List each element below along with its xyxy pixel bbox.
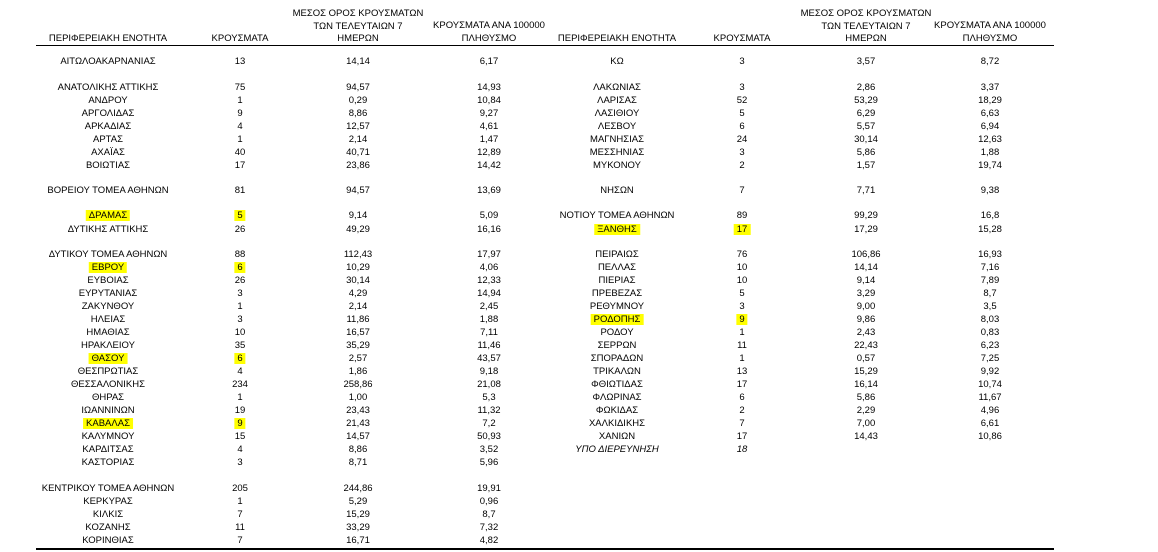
avg7-value: 7,00 [856, 418, 876, 429]
region-name: ΑΡΚΑΔΙΑΣ [84, 121, 132, 132]
avg7-value: 15,29 [346, 509, 370, 520]
cases-value: 88 [234, 249, 246, 260]
avg7-value: 53,29 [854, 95, 878, 106]
avg7-value: 2,43 [856, 327, 876, 338]
cases-value: 9 [234, 418, 245, 430]
cases-value: 35 [234, 340, 246, 351]
avg7-value: 16,14 [854, 379, 878, 390]
per100k-value: 7,2 [482, 418, 496, 429]
cases-value: 3 [237, 457, 243, 468]
cases-value: 26 [234, 224, 246, 235]
cases-value: 24 [736, 134, 748, 145]
avg7-value: 99,29 [854, 210, 878, 221]
per100k-value: 7,89 [980, 275, 1000, 286]
avg7-value: 17,29 [854, 224, 878, 235]
region-name: ΥΠΟ ΔΙΕΡΕΥΝΗΣΗ [575, 444, 659, 455]
per100k-value: 10,74 [978, 379, 1002, 390]
region-name: ΛΕΣΒΟΥ [597, 121, 637, 132]
cases-value: 3 [237, 314, 243, 325]
header-region-right: ΠΕΡΙΦΕΡΕΙΑΚΗ ΕΝΟΤΗΤΑ [557, 33, 677, 44]
avg7-value: 4,29 [348, 288, 368, 299]
avg7-value: 23,43 [346, 405, 370, 416]
per100k-value: 3,52 [479, 444, 499, 455]
per100k-value: 13,69 [477, 185, 501, 196]
per100k-value: 8,7 [983, 288, 997, 299]
cases-value: 205 [232, 483, 248, 494]
region-name: ΖΑΚΥΝΘΟΥ [81, 301, 135, 312]
per100k-value: 5,09 [479, 210, 499, 221]
per100k-value: 7,25 [980, 353, 1000, 364]
region-name: ΑΡΤΑΣ [93, 134, 123, 145]
cases-value: 52 [736, 95, 748, 106]
avg7-value: 8,71 [348, 457, 368, 468]
region-name: ΦΘΙΩΤΙΔΑΣ [591, 379, 643, 390]
avg7-value: 1,86 [348, 366, 368, 377]
cases-value: 1 [237, 496, 243, 507]
region-name: ΚΩ [610, 56, 624, 67]
avg7-value: 30,14 [346, 275, 370, 286]
region-name: ΒΟΙΩΤΙΑΣ [85, 160, 131, 171]
header-per100k-right: ΚΡΟΥΣΜΑΤΑ ΑΝΑ 100000 ΠΛΗΘΥΣΜΟ [934, 20, 1046, 44]
cases-value: 3 [739, 56, 745, 67]
per100k-value: 16,16 [477, 224, 501, 235]
per100k-value: 7,16 [980, 262, 1000, 273]
avg7-value: 9,86 [856, 314, 876, 325]
avg7-value: 3,57 [856, 56, 876, 67]
per100k-value: 9,27 [479, 108, 499, 119]
avg7-value: 11,86 [346, 314, 370, 325]
avg7-value: 2,57 [348, 353, 368, 364]
cases-value: 6 [234, 353, 245, 365]
region-name: ΗΛΕΙΑΣ [90, 314, 126, 325]
avg7-value: 244,86 [343, 483, 373, 494]
avg7-value: 12,57 [346, 121, 370, 132]
region-name: ΕΒΡΟΥ [89, 262, 127, 274]
header-region-left: ΠΕΡΙΦΕΡΕΙΑΚΗ ΕΝΟΤΗΤΑ [48, 33, 168, 44]
avg7-value: 5,29 [348, 496, 368, 507]
avg7-value: 33,29 [346, 522, 370, 533]
cases-value: 40 [234, 147, 246, 158]
avg7-value: 258,86 [343, 379, 373, 390]
cases-value: 7 [237, 535, 243, 546]
region-name: ΚΑΒΑΛΑΣ [83, 418, 133, 430]
region-name: ΘΕΣΠΡΩΤΙΑΣ [77, 366, 139, 377]
per100k-value: 7,11 [480, 327, 498, 338]
avg7-value: 5,86 [856, 392, 876, 403]
region-name: ΑΝΑΤΟΛΙΚΗΣ ΑΤΤΙΚΗΣ [57, 82, 159, 93]
avg7-value: 10,29 [346, 262, 370, 273]
avg7-value: 2,86 [856, 82, 876, 93]
per100k-value: 12,89 [477, 147, 501, 158]
cases-value: 1 [739, 353, 745, 364]
region-name: ΡΕΘΥΜΝΟΥ [589, 301, 645, 312]
avg7-value: 2,29 [856, 405, 876, 416]
cases-value: 6 [739, 392, 745, 403]
avg7-value: 94,57 [346, 185, 370, 196]
per100k-value: 3,37 [980, 82, 1000, 93]
per100k-value: 6,23 [980, 340, 1000, 351]
per100k-value: 4,61 [479, 121, 499, 132]
cases-value: 26 [234, 275, 246, 286]
per100k-value: 16,93 [978, 249, 1002, 260]
cases-value: 5 [739, 288, 745, 299]
per100k-value: 1,47 [479, 134, 499, 145]
per100k-value: 8,7 [482, 509, 496, 520]
cases-value: 2 [739, 405, 745, 416]
region-name: ΗΡΑΚΛΕΙΟΥ [81, 340, 135, 351]
avg7-value: 49,29 [346, 224, 370, 235]
avg7-value: 2,14 [348, 134, 368, 145]
per100k-value: 50,93 [477, 431, 501, 442]
region-name: ΞΑΝΘΗΣ [594, 224, 640, 236]
cases-value: 234 [232, 379, 248, 390]
avg7-value: 0,57 [856, 353, 876, 364]
region-name: ΚΕΡΚΥΡΑΣ [83, 496, 133, 507]
region-name: ΜΑΓΝΗΣΙΑΣ [590, 134, 644, 145]
region-name: ΔΡΑΜΑΣ [86, 210, 130, 222]
region-name: ΕΥΡΥΤΑΝΙΑΣ [78, 288, 138, 299]
cases-value: 7 [739, 185, 745, 196]
region-name: ΜΕΣΣΗΝΙΑΣ [589, 147, 645, 158]
avg7-value: 9,14 [856, 275, 876, 286]
per100k-value: 17,97 [477, 249, 501, 260]
per100k-value: 7,32 [479, 522, 499, 533]
footer-rule [36, 548, 1054, 550]
avg7-value: 14,14 [346, 56, 370, 67]
avg7-value: 16,71 [346, 535, 370, 546]
cases-value: 15 [234, 431, 246, 442]
region-name: ΠΕΛΛΑΣ [597, 262, 637, 273]
avg7-value: 112,43 [343, 249, 373, 260]
avg7-value: 9,00 [856, 301, 876, 312]
per100k-value: 9,92 [980, 366, 1000, 377]
avg7-value: 0,29 [348, 95, 368, 106]
per100k-value: 18,29 [978, 95, 1002, 106]
per100k-value: 14,94 [477, 288, 501, 299]
region-name: ΕΥΒΟΙΑΣ [87, 275, 129, 286]
cases-value: 10 [736, 262, 748, 273]
per100k-value: 8,72 [980, 56, 1000, 67]
per100k-value: 1,88 [479, 314, 499, 325]
cases-value: 7 [237, 509, 243, 520]
header-per100k-left: ΚΡΟΥΣΜΑΤΑ ΑΝΑ 100000 ΠΛΗΘΥΣΜΟ [433, 20, 545, 44]
region-name: ΦΛΩΡΙΝΑΣ [592, 392, 642, 403]
region-name: ΣΕΡΡΩΝ [597, 340, 637, 351]
cases-value: 1 [237, 301, 243, 312]
region-name: ΘΗΡΑΣ [91, 392, 125, 403]
region-name: ΑΡΓΟΛΙΔΑΣ [81, 108, 135, 119]
cases-value: 4 [237, 366, 243, 377]
region-name: ΘΑΣΟΥ [89, 353, 128, 365]
cases-value: 1 [237, 95, 243, 106]
region-name: ΗΜΑΘΙΑΣ [86, 327, 130, 338]
cases-value: 9 [237, 108, 243, 119]
cases-value: 13 [234, 56, 246, 67]
region-name: ΚΟΡΙΝΘΙΑΣ [82, 535, 134, 546]
region-name: ΧΑΛΚΙΔΙΚΗΣ [588, 418, 646, 429]
region-name: ΠΙΕΡΙΑΣ [598, 275, 636, 286]
region-name: ΣΠΟΡΑΔΩΝ [590, 353, 644, 364]
cases-value: 18 [736, 444, 748, 455]
avg7-value: 15,29 [854, 366, 878, 377]
per100k-value: 9,18 [479, 366, 499, 377]
cases-value: 1 [237, 134, 243, 145]
header-avg7-right: ΜΕΣΟΣ ΟΡΟΣ ΚΡΟΥΣΜΑΤΩΝ ΤΩΝ ΤΕΛΕΥΤΑΙΩΝ 7 ΗΜΕΡΩΝ [800, 8, 932, 44]
region-name: ΚΑΣΤΟΡΙΑΣ [81, 457, 135, 468]
per100k-value: 4,96 [980, 405, 1000, 416]
avg7-value: 106,86 [851, 249, 881, 260]
avg7-value: 94,57 [346, 82, 370, 93]
region-name: ΒΟΡΕΙΟΥ ΤΟΜΕΑ ΑΘΗΝΩΝ [47, 185, 169, 196]
cases-value: 17 [736, 379, 748, 390]
region-name: ΚΑΡΔΙΤΣΑΣ [82, 444, 134, 455]
header-cases-right: ΚΡΟΥΣΜΑΤΑ [713, 33, 771, 44]
per100k-value: 16,8 [980, 210, 1000, 221]
cases-value: 13 [736, 366, 748, 377]
per100k-value: 6,17 [479, 56, 499, 67]
cases-value: 75 [234, 82, 246, 93]
per100k-value: 9,38 [980, 185, 1000, 196]
region-name: ΛΑΡΙΣΑΣ [597, 95, 637, 106]
cases-value: 2 [739, 160, 745, 171]
per100k-value: 4,82 [479, 535, 499, 546]
header-rule [36, 45, 1054, 46]
region-name: ΔΥΤΙΚΗΣ ΑΤΤΙΚΗΣ [67, 224, 149, 235]
avg7-value: 40,71 [346, 147, 370, 158]
avg7-value: 14,43 [854, 431, 878, 442]
region-name: ΧΑΝΙΩΝ [598, 431, 636, 442]
per100k-value: 10,86 [978, 431, 1002, 442]
region-name: ΝΟΤΙΟΥ ΤΟΜΕΑ ΑΘΗΝΩΝ [559, 210, 675, 221]
region-name: ΠΡΕΒΕΖΑΣ [591, 288, 643, 299]
avg7-value: 6,29 [856, 108, 876, 119]
per100k-value: 3,5 [983, 301, 997, 312]
region-name: ΡΟΔΟΠΗΣ [591, 314, 644, 326]
per100k-value: 1,88 [980, 147, 1000, 158]
region-name: ΦΩΚΙΔΑΣ [595, 405, 639, 416]
cases-value: 3 [739, 147, 745, 158]
per100k-value: 12,33 [477, 275, 501, 286]
cases-value: 4 [237, 121, 243, 132]
avg7-value: 1,57 [856, 160, 876, 171]
cases-value: 10 [736, 275, 748, 286]
header-avg7-left: ΜΕΣΟΣ ΟΡΟΣ ΚΡΟΥΣΜΑΤΩΝ ΤΩΝ ΤΕΛΕΥΤΑΙΩΝ 7 ΗΜΕΡΩΝ [292, 8, 424, 44]
per100k-value: 19,74 [978, 160, 1002, 171]
cases-value: 5 [739, 108, 745, 119]
region-name: ΚΟΖΑΝΗΣ [85, 522, 131, 533]
region-name: ΠΕΙΡΑΙΩΣ [595, 249, 639, 260]
region-name: ΙΩΑΝΝΙΝΩΝ [81, 405, 135, 416]
avg7-value: 3,29 [856, 288, 876, 299]
avg7-value: 8,86 [348, 444, 368, 455]
per100k-value: 11,32 [477, 405, 501, 416]
cases-value: 5 [234, 210, 245, 222]
cases-value: 6 [234, 262, 245, 274]
per100k-value: 5,96 [479, 457, 499, 468]
cases-value: 81 [234, 185, 246, 196]
avg7-value: 1,00 [348, 392, 368, 403]
avg7-value: 22,43 [854, 340, 878, 351]
avg7-value: 5,86 [856, 147, 876, 158]
per100k-value: 5,3 [482, 392, 496, 403]
region-name: ΛΑΚΩΝΙΑΣ [593, 82, 641, 93]
region-name: ΑΙΤΩΛΟΑΚΑΡΝΑΝΙΑΣ [60, 56, 156, 67]
region-name: ΑΧΑΪΑΣ [91, 147, 125, 158]
per100k-value: 6,61 [980, 418, 1000, 429]
cases-value: 3 [739, 82, 745, 93]
avg7-value: 23,86 [346, 160, 370, 171]
avg7-value: 14,57 [346, 431, 370, 442]
avg7-value: 8,86 [348, 108, 368, 119]
per100k-value: 8,03 [980, 314, 1000, 325]
per100k-value: 6,94 [980, 121, 1000, 132]
avg7-value: 2,14 [348, 301, 368, 312]
region-name: ΚΑΛΥΜΝΟΥ [81, 431, 135, 442]
cases-value: 3 [237, 288, 243, 299]
region-name: ΑΝΔΡΟΥ [88, 95, 128, 106]
region-name: ΡΟΔΟΥ [600, 327, 634, 338]
per100k-value: 11,67 [978, 392, 1002, 403]
avg7-value: 5,57 [856, 121, 876, 132]
per100k-value: 12,63 [978, 134, 1002, 145]
header-cases-left: ΚΡΟΥΣΜΑΤΑ [211, 33, 269, 44]
region-name: ΔΥΤΙΚΟΥ ΤΟΜΕΑ ΑΘΗΝΩΝ [48, 249, 168, 260]
cases-value: 4 [237, 444, 243, 455]
avg7-value: 35,29 [346, 340, 370, 351]
cases-value: 19 [234, 405, 246, 416]
per100k-value: 14,42 [477, 160, 501, 171]
avg7-value: 7,71 [856, 185, 876, 196]
cases-value: 3 [739, 301, 745, 312]
cases-value: 17 [736, 431, 748, 442]
region-name: ΜΥΚΟΝΟΥ [593, 160, 641, 171]
cases-value: 17 [234, 160, 246, 171]
cases-value: 9 [736, 314, 747, 326]
per100k-value: 4,06 [479, 262, 499, 273]
region-name: ΛΑΣΙΘΙΟΥ [594, 108, 640, 119]
avg7-value: 14,14 [854, 262, 878, 273]
per100k-value: 21,08 [477, 379, 501, 390]
cases-value: 1 [237, 392, 243, 403]
avg7-value: 21,43 [346, 418, 370, 429]
per100k-value: 19,91 [477, 483, 501, 494]
per100k-value: 43,57 [477, 353, 501, 364]
per100k-value: 14,93 [477, 82, 501, 93]
cases-value: 1 [739, 327, 745, 338]
per100k-value: 10,84 [477, 95, 501, 106]
cases-value: 6 [739, 121, 745, 132]
per100k-value: 2,45 [479, 301, 499, 312]
region-name: ΚΙΛΚΙΣ [92, 509, 124, 520]
per100k-value: 11,46 [477, 340, 501, 351]
cases-value: 11 [737, 340, 747, 351]
per100k-value: 15,28 [978, 224, 1002, 235]
cases-value: 76 [736, 249, 748, 260]
per100k-value: 0,83 [980, 327, 1000, 338]
region-name: ΘΕΣΣΑΛΟΝΙΚΗΣ [71, 379, 145, 390]
region-name: ΚΕΝΤΡΙΚΟΥ ΤΟΜΕΑ ΑΘΗΝΩΝ [41, 483, 175, 494]
region-name: ΤΡΙΚΑΛΩΝ [593, 366, 641, 377]
avg7-value: 16,57 [346, 327, 370, 338]
avg7-value: 30,14 [854, 134, 878, 145]
cases-value: 11 [235, 522, 245, 533]
per100k-value: 0,96 [479, 496, 499, 507]
avg7-value: 9,14 [348, 210, 368, 221]
region-name: ΝΗΣΩΝ [600, 185, 634, 196]
cases-value: 7 [739, 418, 745, 429]
cases-value: 89 [736, 210, 748, 221]
per100k-value: 6,63 [980, 108, 1000, 119]
cases-value: 10 [234, 327, 246, 338]
cases-value: 17 [734, 224, 751, 236]
